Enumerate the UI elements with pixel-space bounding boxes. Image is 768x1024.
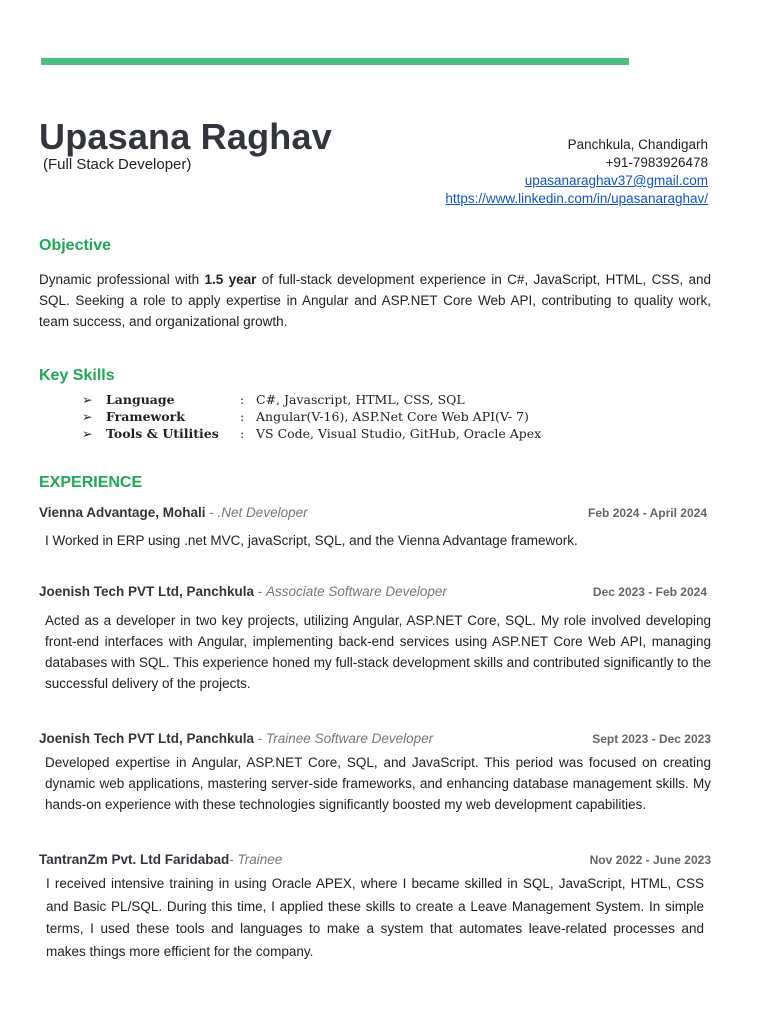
job-company: TantranZm Pvt. Ltd Faridabad [39, 852, 230, 867]
job-company: Joenish Tech PVT Ltd, Panchkula [39, 584, 255, 599]
job-date: Dec 2023 - Feb 2024 [592, 585, 707, 599]
key-skills-heading: Key Skills [39, 367, 115, 384]
skill-value: VS Code, Visual Studio, GitHub, Oracle Apex [256, 426, 542, 441]
skill-colon: : [240, 392, 245, 407]
bullet-arrow-icon: ➢ [82, 426, 93, 441]
skill-row-framework [82, 408, 541, 425]
skill-name: Tools & Utilities [106, 426, 219, 441]
contact-block [445, 136, 708, 208]
skill-row-language [82, 391, 541, 408]
job-title: Trainee Software Developer [266, 731, 434, 746]
job-title: Associate Software Developer [266, 584, 447, 599]
skill-value: Angular(V-16), ASP.Net Core Web API(V- 7) [256, 409, 529, 424]
job-date: Sept 2023 - Dec 2023 [592, 732, 711, 746]
skill-colon: : [240, 426, 245, 441]
job-title: Trainee [237, 852, 283, 867]
job-description: I Worked in ERP using .net MVC, javaScript, SQL, and the Vienna Advantage framework. [45, 533, 578, 548]
objective-heading: Objective [39, 237, 112, 254]
job-header: Joenish Tech PVT Ltd, Panchkula - Associate Software Developer Dec 2023 - Feb 2024 [39, 584, 707, 599]
job-description: Acted as a developer in two key projects, utilizing Angular, ASP.NET Core, SQL. My role involved developing front-end interfaces with Angular, implementing back-end services using ASP.NET Core Web API, managing databases with SQL. This experience honed my full-stack development skills and contributed significantly to the successful delivery of the projects. [45, 613, 711, 691]
job-description: I received intensive training in using Oracle APEX, where I became skilled in SQL, JavaScript, HTML, CSS and Basic PL/SQL. During this time, I applied these skills to create a Leave Management System. In simple terms, I used these tools and languages to make a system that automates leave-related processes and makes things more efficient for the company. [46, 876, 704, 959]
bullet-arrow-icon: ➢ [82, 409, 93, 424]
experience-years: 1.5 year [204, 272, 257, 287]
job-header: Joenish Tech PVT Ltd, Panchkula - Trainee Software Developer Sept 2023 - Dec 2023 [39, 731, 711, 746]
job-date: Nov 2022 - June 2023 [589, 853, 711, 867]
phone: +91-7983926478 [605, 155, 708, 170]
candidate-name: Upasana Raghav [39, 116, 332, 157]
email-link[interactable]: upasanaraghav37@gmail.com [524, 173, 708, 188]
top-accent-bar [41, 58, 629, 65]
skill-name: Framework [106, 409, 185, 424]
location: Panchkula, Chandigarh [567, 137, 708, 152]
skill-colon: : [240, 409, 245, 424]
bullet-arrow-icon: ➢ [82, 392, 93, 407]
job-date: Feb 2024 - April 2024 [588, 506, 707, 520]
job-description: Developed expertise in Angular, ASP.NET Core, SQL, and JavaScript. This period was focused on creating dynamic web applications, mastering server-side frameworks, and enhancing database management skills. My hands-on experience with these technologies significantly boosted my web development capabilities. [45, 755, 711, 812]
job-company: Joenish Tech PVT Ltd, Panchkula [39, 731, 255, 746]
job-title: .Net Developer [217, 505, 308, 520]
skills-list [82, 391, 541, 442]
experience-heading: EXPERIENCE [39, 474, 143, 491]
candidate-role: (Full Stack Developer) [43, 156, 192, 173]
skill-name: Language [106, 392, 175, 407]
job-company: Vienna Advantage, Mohali [39, 505, 206, 520]
job-header: Vienna Advantage, Mohali - .Net Developer Feb 2024 - April 2024 [39, 505, 707, 520]
objective-text: Dynamic professional with 1.5 year of full-stack development experience in C#, JavaScript, HTML, CSS, and SQL. Seeking a role to apply expertise in Angular and ASP.NET Core Web API, contributing to quality work, team success, and organizational growth. [39, 272, 711, 329]
skill-row-tools [82, 425, 541, 442]
linkedin-link[interactable]: https://www.linkedin.com/in/upasanaraghav/ [445, 191, 708, 206]
skill-value: C#, Javascript, HTML, CSS, SQL [256, 392, 465, 407]
job-header: TantranZm Pvt. Ltd Faridabad- Trainee Nov 2022 - June 2023 [39, 852, 711, 867]
